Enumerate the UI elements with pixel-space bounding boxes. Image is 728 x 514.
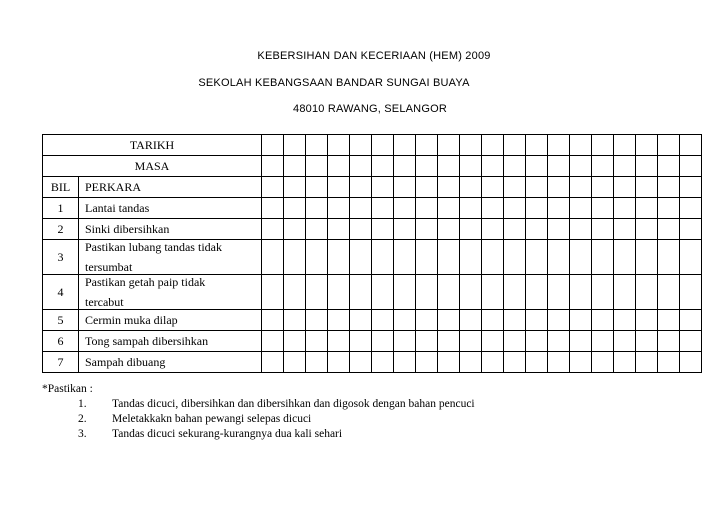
- check-cell[interactable]: [284, 275, 306, 310]
- check-cell[interactable]: [306, 331, 328, 352]
- check-cell[interactable]: [372, 198, 394, 219]
- table-row: [43, 331, 702, 352]
- check-cell[interactable]: [504, 352, 526, 373]
- check-cell[interactable]: [460, 275, 482, 310]
- check-cell[interactable]: [482, 240, 504, 275]
- check-cell[interactable]: [504, 156, 526, 177]
- check-cell[interactable]: [658, 177, 680, 198]
- check-cell[interactable]: [658, 240, 680, 275]
- checklist-table: [42, 134, 702, 373]
- check-cell[interactable]: [526, 331, 548, 352]
- check-cell[interactable]: [306, 135, 328, 156]
- note-item: [42, 412, 312, 427]
- check-cell[interactable]: [262, 331, 284, 352]
- check-cell[interactable]: [548, 135, 570, 156]
- check-cell[interactable]: [592, 275, 614, 310]
- note-item: [42, 397, 475, 412]
- check-cell[interactable]: [526, 156, 548, 177]
- check-cell[interactable]: [526, 352, 548, 373]
- column-header-row: [43, 177, 702, 198]
- notes-section: [42, 382, 475, 442]
- check-cell[interactable]: [262, 219, 284, 240]
- check-cell[interactable]: [570, 310, 592, 331]
- check-cell[interactable]: [570, 198, 592, 219]
- check-cell[interactable]: [482, 156, 504, 177]
- check-cell[interactable]: [262, 198, 284, 219]
- check-cell[interactable]: [592, 198, 614, 219]
- check-cell[interactable]: [526, 135, 548, 156]
- check-cell[interactable]: [328, 275, 350, 310]
- check-cell[interactable]: [614, 275, 636, 310]
- check-cell[interactable]: [306, 352, 328, 373]
- check-cell[interactable]: [394, 240, 416, 275]
- bil-header: BIL: [43, 177, 79, 198]
- row-item-line1: Pastikan lubang tandas tidak: [85, 240, 222, 254]
- check-cell[interactable]: [438, 331, 460, 352]
- check-cell[interactable]: [680, 352, 702, 373]
- check-cell[interactable]: [328, 352, 350, 373]
- check-cell[interactable]: [350, 135, 372, 156]
- tarikh-row: [43, 135, 702, 156]
- check-cell[interactable]: [614, 352, 636, 373]
- check-cell[interactable]: [570, 240, 592, 275]
- check-cell[interactable]: [438, 310, 460, 331]
- check-cell[interactable]: [350, 156, 372, 177]
- check-cell[interactable]: [680, 219, 702, 240]
- check-cell[interactable]: [438, 135, 460, 156]
- row-item: Sampah dibuang: [79, 352, 262, 373]
- note-item: [42, 427, 343, 442]
- check-cell[interactable]: [328, 240, 350, 275]
- row-number: 2: [43, 219, 79, 240]
- check-cell[interactable]: [658, 331, 680, 352]
- check-cell[interactable]: [438, 275, 460, 310]
- check-cell[interactable]: [636, 310, 658, 331]
- check-cell[interactable]: [592, 331, 614, 352]
- check-cell[interactable]: [592, 219, 614, 240]
- check-cell[interactable]: [438, 177, 460, 198]
- row-number: 6: [43, 331, 79, 352]
- check-cell[interactable]: [284, 331, 306, 352]
- check-cell[interactable]: [636, 177, 658, 198]
- check-cell[interactable]: [504, 135, 526, 156]
- masa-label: MASA: [43, 156, 262, 177]
- check-cell[interactable]: [284, 310, 306, 331]
- perkara-header: PERKARA: [79, 177, 262, 198]
- row-number: 3: [43, 240, 79, 275]
- check-cell[interactable]: [350, 177, 372, 198]
- notes-heading: [42, 382, 93, 397]
- check-cell[interactable]: [548, 198, 570, 219]
- check-cell[interactable]: [570, 219, 592, 240]
- check-cell[interactable]: [262, 275, 284, 310]
- table-row: [43, 310, 702, 331]
- check-cell[interactable]: [416, 275, 438, 310]
- check-cell[interactable]: [328, 310, 350, 331]
- check-cell[interactable]: [592, 177, 614, 198]
- check-cell[interactable]: [416, 156, 438, 177]
- check-cell[interactable]: [614, 240, 636, 275]
- row-item: [79, 275, 262, 310]
- check-cell[interactable]: [658, 198, 680, 219]
- check-cell[interactable]: [570, 135, 592, 156]
- check-cell[interactable]: [548, 156, 570, 177]
- note-number: 1.: [78, 398, 87, 410]
- check-cell[interactable]: [526, 240, 548, 275]
- row-item: Tong sampah dibersihkan: [79, 331, 262, 352]
- check-cell[interactable]: [460, 331, 482, 352]
- check-cell[interactable]: [262, 177, 284, 198]
- check-cell[interactable]: [592, 135, 614, 156]
- check-cell[interactable]: [658, 135, 680, 156]
- check-cell[interactable]: [680, 177, 702, 198]
- document-title: KEBERSIHAN DAN KECERIAAN (HEM) 2009: [257, 50, 491, 62]
- check-cell[interactable]: [394, 135, 416, 156]
- check-cell[interactable]: [372, 310, 394, 331]
- check-cell[interactable]: [350, 275, 372, 310]
- check-cell[interactable]: [394, 331, 416, 352]
- check-cell[interactable]: [526, 177, 548, 198]
- check-cell[interactable]: [416, 310, 438, 331]
- check-cell[interactable]: [614, 177, 636, 198]
- row-number: 1: [43, 198, 79, 219]
- check-cell[interactable]: [482, 135, 504, 156]
- check-cell[interactable]: [636, 240, 658, 275]
- check-cell[interactable]: [526, 275, 548, 310]
- check-cell[interactable]: [482, 198, 504, 219]
- check-cell[interactable]: [614, 310, 636, 331]
- check-cell[interactable]: [460, 177, 482, 198]
- check-cell[interactable]: [680, 310, 702, 331]
- check-cell[interactable]: [372, 219, 394, 240]
- row-item: Lantai tandas: [79, 198, 262, 219]
- check-cell[interactable]: [460, 135, 482, 156]
- note-number: 2.: [78, 413, 87, 425]
- check-cell[interactable]: [658, 310, 680, 331]
- check-cell[interactable]: [394, 275, 416, 310]
- check-cell[interactable]: [350, 352, 372, 373]
- check-cell[interactable]: [306, 310, 328, 331]
- check-cell[interactable]: [372, 352, 394, 373]
- check-cell[interactable]: [526, 310, 548, 331]
- check-cell[interactable]: [614, 219, 636, 240]
- check-cell[interactable]: [636, 135, 658, 156]
- check-cell[interactable]: [372, 331, 394, 352]
- row-item-line1: Pastikan getah paip tidak: [85, 275, 206, 289]
- note-text: Tandas dicuci sekurang-kurangnya dua kali sehari: [112, 428, 343, 440]
- check-cell[interactable]: [284, 177, 306, 198]
- check-cell[interactable]: [416, 352, 438, 373]
- check-cell[interactable]: [482, 177, 504, 198]
- check-cell[interactable]: [658, 352, 680, 373]
- check-cell[interactable]: [548, 352, 570, 373]
- tarikh-label: TARIKH: [43, 135, 262, 156]
- check-cell[interactable]: [394, 156, 416, 177]
- check-cell[interactable]: [482, 275, 504, 310]
- check-cell[interactable]: [504, 310, 526, 331]
- check-cell[interactable]: [438, 156, 460, 177]
- check-cell[interactable]: [504, 177, 526, 198]
- school-name: SEKOLAH KEBANGSAAN BANDAR SUNGAI BUAYA: [198, 77, 470, 89]
- check-cell[interactable]: [680, 275, 702, 310]
- check-cell[interactable]: [636, 198, 658, 219]
- check-cell[interactable]: [416, 135, 438, 156]
- notes-heading-text: *Pastikan :: [42, 383, 93, 395]
- check-cell[interactable]: [350, 310, 372, 331]
- note-text: Tandas dicuci, dibersihkan dan dibersihkan dan digosok dengan bahan pencuci: [112, 398, 475, 410]
- check-cell[interactable]: [680, 240, 702, 275]
- check-cell[interactable]: [614, 331, 636, 352]
- check-cell[interactable]: [394, 310, 416, 331]
- check-cell[interactable]: [548, 331, 570, 352]
- check-cell[interactable]: [548, 219, 570, 240]
- check-cell[interactable]: [504, 198, 526, 219]
- check-cell[interactable]: [636, 352, 658, 373]
- check-cell[interactable]: [416, 177, 438, 198]
- check-cell[interactable]: [328, 156, 350, 177]
- check-cell[interactable]: [438, 352, 460, 373]
- check-cell[interactable]: [482, 352, 504, 373]
- check-cell[interactable]: [306, 198, 328, 219]
- check-cell[interactable]: [636, 156, 658, 177]
- check-cell[interactable]: [306, 240, 328, 275]
- check-cell[interactable]: [306, 156, 328, 177]
- check-cell[interactable]: [504, 331, 526, 352]
- check-cell[interactable]: [394, 219, 416, 240]
- check-cell[interactable]: [526, 198, 548, 219]
- check-cell[interactable]: [570, 177, 592, 198]
- check-cell[interactable]: [416, 240, 438, 275]
- check-cell[interactable]: [614, 156, 636, 177]
- check-cell[interactable]: [592, 352, 614, 373]
- check-cell[interactable]: [438, 219, 460, 240]
- check-cell[interactable]: [592, 156, 614, 177]
- check-cell[interactable]: [460, 240, 482, 275]
- table-row: [43, 219, 702, 240]
- note-text: Meletakkakn bahan pewangi selepas dicuci: [112, 413, 312, 425]
- check-cell[interactable]: [350, 331, 372, 352]
- check-cell[interactable]: [284, 352, 306, 373]
- check-cell[interactable]: [284, 219, 306, 240]
- check-cell[interactable]: [570, 331, 592, 352]
- table-row: [43, 240, 702, 275]
- check-cell[interactable]: [680, 156, 702, 177]
- check-cell[interactable]: [284, 135, 306, 156]
- check-cell[interactable]: [614, 198, 636, 219]
- check-cell[interactable]: [306, 177, 328, 198]
- check-cell[interactable]: [504, 275, 526, 310]
- check-cell[interactable]: [262, 135, 284, 156]
- check-cell[interactable]: [350, 198, 372, 219]
- check-cell[interactable]: [658, 156, 680, 177]
- check-cell[interactable]: [460, 310, 482, 331]
- check-cell[interactable]: [636, 275, 658, 310]
- check-cell[interactable]: [614, 135, 636, 156]
- check-cell[interactable]: [658, 219, 680, 240]
- check-cell[interactable]: [372, 135, 394, 156]
- check-cell[interactable]: [526, 219, 548, 240]
- row-item: [79, 240, 262, 275]
- check-cell[interactable]: [548, 310, 570, 331]
- check-cell[interactable]: [328, 177, 350, 198]
- check-cell[interactable]: [548, 240, 570, 275]
- row-item: Sinki dibersihkan: [79, 219, 262, 240]
- row-number: 4: [43, 275, 79, 310]
- table-row: [43, 352, 702, 373]
- check-cell[interactable]: [680, 135, 702, 156]
- school-address: 48010 RAWANG, SELANGOR: [293, 103, 447, 115]
- check-cell[interactable]: [460, 156, 482, 177]
- row-number: 7: [43, 352, 79, 373]
- check-cell[interactable]: [372, 240, 394, 275]
- check-cell[interactable]: [306, 275, 328, 310]
- check-cell[interactable]: [262, 156, 284, 177]
- check-cell[interactable]: [482, 310, 504, 331]
- check-cell[interactable]: [570, 156, 592, 177]
- check-cell[interactable]: [680, 331, 702, 352]
- check-cell[interactable]: [328, 331, 350, 352]
- check-cell[interactable]: [636, 219, 658, 240]
- note-number: 3.: [78, 428, 87, 440]
- masa-row: [43, 156, 702, 177]
- check-cell[interactable]: [658, 275, 680, 310]
- check-cell[interactable]: [438, 240, 460, 275]
- check-cell[interactable]: [328, 198, 350, 219]
- check-cell[interactable]: [592, 240, 614, 275]
- check-cell[interactable]: [548, 275, 570, 310]
- row-item-line2: tersumbat: [85, 260, 133, 274]
- check-cell[interactable]: [504, 240, 526, 275]
- check-cell[interactable]: [548, 177, 570, 198]
- table-row: [43, 198, 702, 219]
- check-cell[interactable]: [284, 240, 306, 275]
- check-cell[interactable]: [284, 156, 306, 177]
- check-cell[interactable]: [328, 135, 350, 156]
- check-cell[interactable]: [504, 219, 526, 240]
- check-cell[interactable]: [460, 198, 482, 219]
- table-row: [43, 275, 702, 310]
- check-cell[interactable]: [350, 219, 372, 240]
- row-item: Cermin muka dilap: [79, 310, 262, 331]
- check-cell[interactable]: [372, 156, 394, 177]
- check-cell[interactable]: [394, 198, 416, 219]
- check-cell[interactable]: [372, 275, 394, 310]
- check-cell[interactable]: [636, 331, 658, 352]
- row-item-line2: tercabut: [85, 295, 124, 309]
- check-cell[interactable]: [592, 310, 614, 331]
- check-cell[interactable]: [394, 352, 416, 373]
- check-cell[interactable]: [416, 331, 438, 352]
- check-cell[interactable]: [328, 219, 350, 240]
- check-cell[interactable]: [262, 352, 284, 373]
- check-cell[interactable]: [372, 177, 394, 198]
- check-cell[interactable]: [284, 198, 306, 219]
- check-cell[interactable]: [570, 275, 592, 310]
- check-cell[interactable]: [416, 219, 438, 240]
- check-cell[interactable]: [482, 219, 504, 240]
- row-number: 5: [43, 310, 79, 331]
- check-cell[interactable]: [262, 310, 284, 331]
- check-cell[interactable]: [438, 198, 460, 219]
- check-cell[interactable]: [460, 352, 482, 373]
- check-cell[interactable]: [482, 331, 504, 352]
- check-cell[interactable]: [680, 198, 702, 219]
- check-cell[interactable]: [306, 219, 328, 240]
- check-cell[interactable]: [570, 352, 592, 373]
- check-cell[interactable]: [262, 240, 284, 275]
- check-cell[interactable]: [394, 177, 416, 198]
- check-cell[interactable]: [460, 219, 482, 240]
- check-cell[interactable]: [350, 240, 372, 275]
- check-cell[interactable]: [416, 198, 438, 219]
